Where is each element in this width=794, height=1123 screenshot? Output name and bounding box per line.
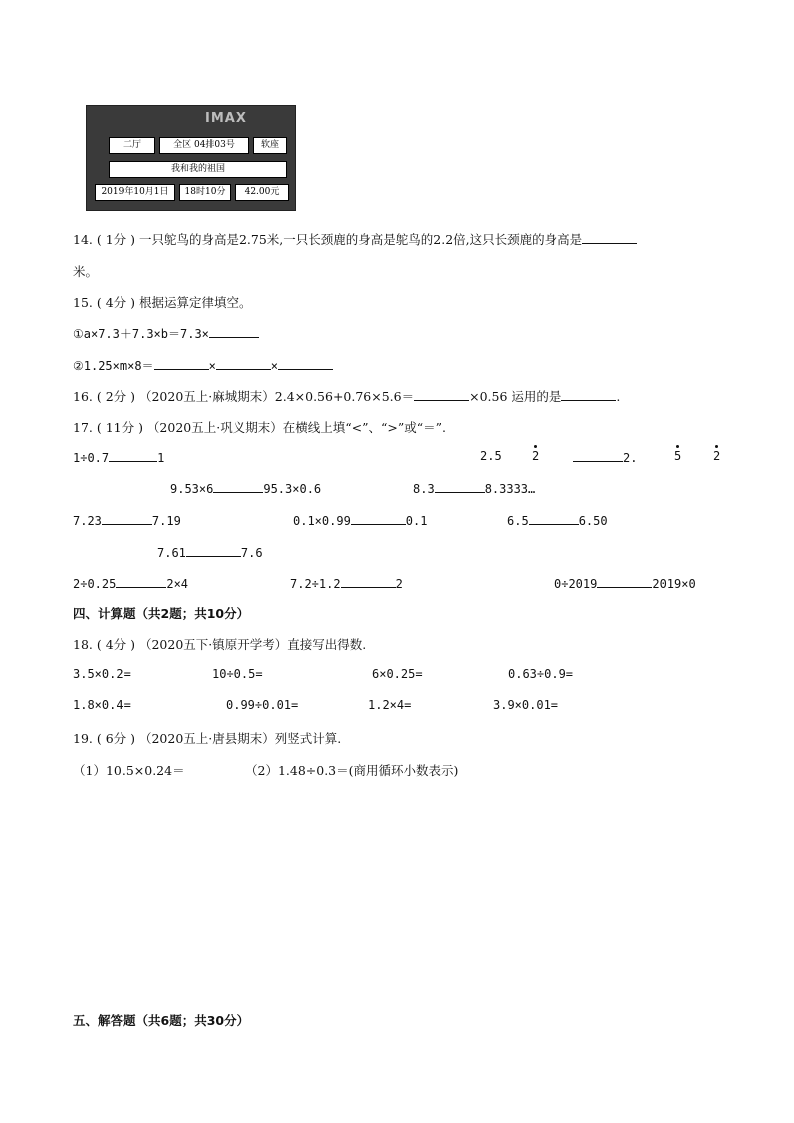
question-14-line2: 米。 xyxy=(73,264,99,279)
repeating-dot xyxy=(715,445,718,448)
compare-row1-b-right: 2. xyxy=(573,449,637,465)
question-16: 16. ( 2分 ) （2020五上·麻城期末）2.4×0.56+0.76×5.6＝ ×0.56 运用的是 . xyxy=(73,389,621,404)
compare-row3-b: 0.1×0.99 0.1 xyxy=(293,514,428,528)
q18-item: 10÷0.5= xyxy=(212,667,263,681)
compare-row4: 7.61 7.6 xyxy=(157,546,263,560)
section-4-heading: 四、计算题（共2题；共10分） xyxy=(73,606,250,621)
question-19-title: 19. ( 6分 ) （2020五上·唐县期末）列竖式计算. xyxy=(73,731,342,746)
ticket-hall: 二厅 xyxy=(109,137,155,154)
answer-blank[interactable] xyxy=(341,575,396,588)
compare-row2-b: 8.3 8.3333… xyxy=(413,482,536,496)
answer-blank[interactable] xyxy=(529,512,579,525)
answer-blank[interactable] xyxy=(597,575,652,588)
compare-row5-b: 7.2÷1.2 2 xyxy=(290,577,403,591)
question-19-part2: （2）1.48÷0.3＝(商用循环小数表示) xyxy=(245,763,459,778)
repeating-dot xyxy=(676,445,679,448)
answer-blank[interactable] xyxy=(154,357,209,370)
compare-row5-c: 0÷2019 2019×0 xyxy=(554,577,696,591)
q18-item: 0.99÷0.01= xyxy=(226,698,299,712)
answer-blank[interactable] xyxy=(561,388,616,401)
q18-item: 6×0.25= xyxy=(372,667,423,681)
ticket-seat: 全区 04排03号 xyxy=(159,137,249,154)
q18-item: 0.63÷0.9= xyxy=(508,667,574,681)
answer-blank[interactable] xyxy=(351,512,406,525)
answer-blank[interactable] xyxy=(582,231,637,244)
ticket-seat-type: 软座 xyxy=(253,137,287,154)
compare-row5-a: 2÷0.25 2×4 xyxy=(73,577,189,591)
answer-blank[interactable] xyxy=(435,480,485,493)
compare-row1-a: 1÷0.7 1 xyxy=(73,451,165,465)
repeating-digit-dotted: 2 xyxy=(713,449,721,463)
section-5-heading: 五、解答题（共6题；共30分） xyxy=(73,1013,250,1028)
ticket-price: 42.00元 xyxy=(235,184,289,201)
question-14-line1: 14. ( 1分 ) 一只鸵鸟的身高是2.75米,一只长颈鹿的身高是鸵鸟的2.2倍,这只长颈鹿的身高是 xyxy=(73,230,637,248)
q18-item: 1.2×4= xyxy=(368,698,412,712)
compare-row2-a: 9.53×6 95.3×0.6 xyxy=(170,482,322,496)
ticket-brand: IMAX xyxy=(205,111,247,126)
answer-blank[interactable] xyxy=(414,388,469,401)
answer-blank[interactable] xyxy=(213,480,263,493)
answer-blank[interactable] xyxy=(216,357,271,370)
question-15-a: ①a×7.3＋7.3×b＝7.3× xyxy=(73,325,259,342)
answer-blank[interactable] xyxy=(573,449,623,462)
question-18-title: 18. ( 4分 ) （2020五下·镇原开学考）直接写出得数. xyxy=(73,637,367,652)
ticket-date: 2019年10月1日 xyxy=(95,184,175,201)
compare-row3-a: 7.23 7.19 xyxy=(73,514,181,528)
question-17-title: 17. ( 11分 ) （2020五上·巩义期末）在横线上填“<”、“>”或“＝”. xyxy=(73,420,446,435)
q18-item: 3.9×0.01= xyxy=(493,698,559,712)
answer-blank[interactable] xyxy=(109,449,157,462)
question-15-title: 15. ( 4分 ) 根据运算定律填空。 xyxy=(73,295,252,310)
answer-blank[interactable] xyxy=(186,544,241,557)
q18-item: 3.5×0.2= xyxy=(73,667,131,681)
movie-ticket-image xyxy=(86,105,296,211)
question-15-b: ②1.25×m×8＝ × × xyxy=(73,357,333,374)
answer-blank[interactable] xyxy=(278,357,333,370)
ticket-time: 18时10分 xyxy=(179,184,231,201)
compare-row1-b-left: 2.5 xyxy=(480,449,502,463)
question-19-part1: （1）10.5×0.24＝ xyxy=(73,763,185,778)
repeating-dot xyxy=(534,445,537,448)
q18-item: 1.8×0.4= xyxy=(73,698,131,712)
compare-row3-c: 6.5 6.50 xyxy=(507,514,608,528)
repeating-digit-dotted: 5 xyxy=(674,449,682,463)
answer-blank[interactable] xyxy=(116,575,166,588)
ticket-movie: 我和我的祖国 xyxy=(109,161,287,178)
answer-blank[interactable] xyxy=(102,512,152,525)
answer-blank[interactable] xyxy=(209,325,259,338)
repeating-digit-dotted: 2 xyxy=(532,449,540,463)
